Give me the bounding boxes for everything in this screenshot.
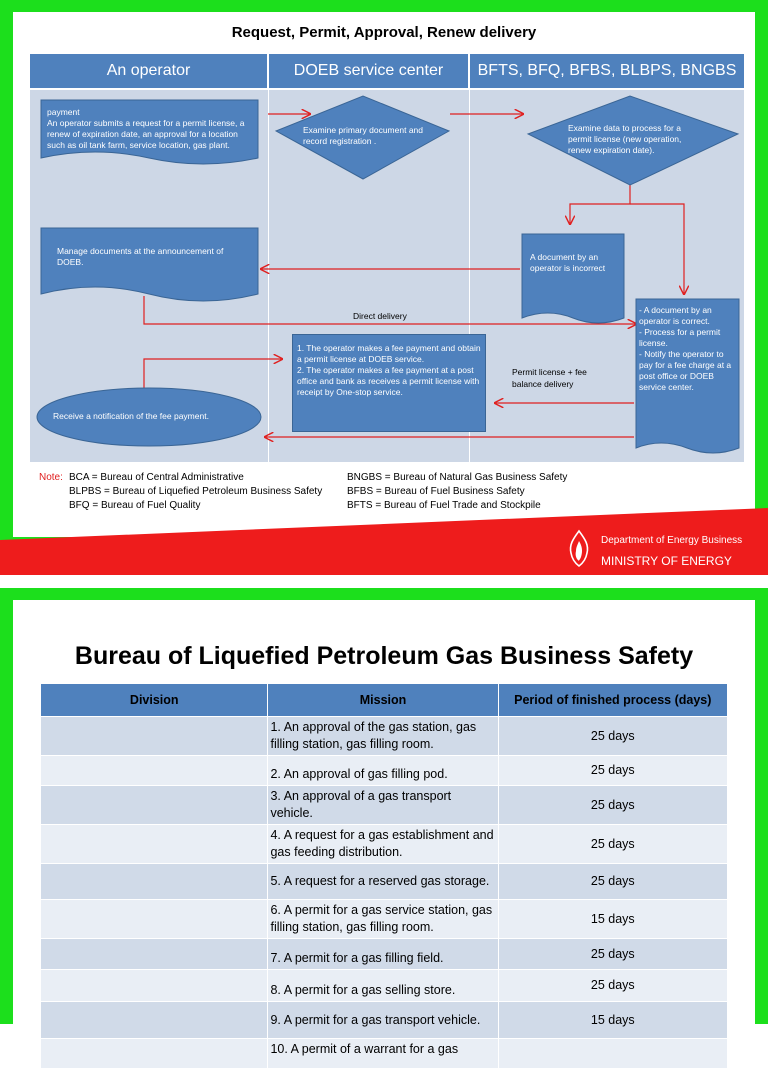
footer-department: Department of Energy Business [601,535,743,546]
note-left-2: BLPBS = Bureau of Liquefied Petroleum Business Safety [69,486,323,497]
permit-fee-label: Permit license + fee balance delivery [512,367,587,389]
note-right-1: BNGBS = Bureau of Natural Gas Business Safety [347,472,568,483]
cell-division [41,1002,268,1039]
note-right-2: BFBS = Bureau of Fuel Business Safety [347,486,525,497]
column-header-operator: An operator [30,54,267,88]
cell-division [41,864,268,900]
fee-payment-box: 1. The operator makes a fee payment and obtain a permit license at DOEB service. 2. The operator makes a fee payment at a post office and bank as receives a permit license with receipt by One-stop service. [292,334,486,432]
cell-mission: 4. A request for a gas establishment and gas feeding distribution. [268,825,498,864]
table-row [41,825,728,864]
mission-table [40,683,728,1069]
table-row [41,786,728,825]
table-row [41,864,728,900]
cell-period: 25 days [498,864,727,900]
flow-arrows [13,12,755,537]
note-left-1: BCA = Bureau of Central Administrative [69,472,244,483]
footer-ministry: MINISTRY OF ENERGY [601,554,732,568]
doc-incorrect-text: A document by an operator is incorrect [530,252,606,273]
cell-period: 25 days [498,939,727,970]
flowchart-panel [13,12,755,537]
cell-division [41,786,268,825]
cell-division [41,756,268,786]
cell-mission: 5. A request for a reserved gas storage. [268,864,498,900]
note-label: Note: [39,472,63,483]
cell-mission: 3. An approval of a gas transport vehicle. [268,786,498,825]
table-row [41,717,728,756]
cell-period: 25 days [498,970,727,1002]
arrow-to-incorrect [570,185,630,224]
slide-gap [0,575,768,588]
cell-period: 15 days [498,900,727,939]
cell-period: 25 days [498,786,727,825]
table-row [41,900,728,939]
cell-division [41,717,268,756]
cell-mission: 7. A permit for a gas filling field. [268,939,498,970]
cell-division [41,1039,268,1069]
manage-docs-text: Manage documents at the announcement of DOEB. [57,246,224,267]
table-row [41,1002,728,1039]
header-division: Division [41,684,268,717]
header-period: Period of finished process (days) [498,684,727,717]
cell-period: 15 days [498,1002,727,1039]
flame-logo-icon [565,529,593,569]
column-header-doeb: DOEB service center [269,54,468,88]
receive-notification-text: Receive a notification of the fee payment. [53,411,209,421]
cell-period: 25 days [498,825,727,864]
table-row [41,756,728,786]
table-row [41,939,728,970]
table-row [41,970,728,1002]
slide-2 [0,588,768,1056]
doc-correct-text: - A document by an operator is correct. - Process for a permit license. - Notify the operator to pay for a fee charge at a post office or DOEB service center. [639,305,732,392]
arrow-to-correct [630,204,684,294]
cell-division [41,900,268,939]
operator-request-text: payment An operator submits a request for a permit license, a renew of expiration date, an approval for a location such as oil tank farm, service location, gas plant. [47,107,245,150]
column-header-bureaus: BFTS, BFQ, BFBS, BLBPS, BNGBS [470,54,744,88]
cell-mission: 8. A permit for a gas selling store. [268,970,498,1002]
cell-period [498,1039,727,1069]
cell-mission: 1. An approval of the gas station, gas filling station, gas filling room. [268,717,498,756]
cell-mission: 10. A permit of a warrant for a gas [268,1039,498,1069]
cell-mission: 6. A permit for a gas service station, gas filling station, gas filling room. [268,900,498,939]
examine-data-text: Examine data to process for a permit license (new operation, renew expiration date). [568,123,682,155]
examine-primary-text: Examine primary document and record registration . [303,125,424,146]
header-mission: Mission [268,684,498,717]
slide-2-title: Bureau of Liquefied Petroleum Gas Business Safety [74,642,694,670]
direct-delivery-label: Direct delivery [353,311,407,321]
document-incorrect [522,234,624,323]
cell-mission: 2. An approval of gas filling pod. [268,756,498,786]
cell-division [41,939,268,970]
table-panel [13,600,755,1056]
cell-division [41,825,268,864]
note-left-3: BFQ = Bureau of Fuel Quality [69,500,201,511]
table-row [41,1039,728,1069]
cell-period: 25 days [498,717,727,756]
slide-1-title: Request, Permit, Approval, Renew delivery [231,24,537,41]
note-right-3: BFTS = Bureau of Fuel Trade and Stockpile [347,500,541,511]
cell-mission: 9. A permit for a gas transport vehicle. [268,1002,498,1039]
cell-period: 25 days [498,756,727,786]
cell-division [41,970,268,1002]
